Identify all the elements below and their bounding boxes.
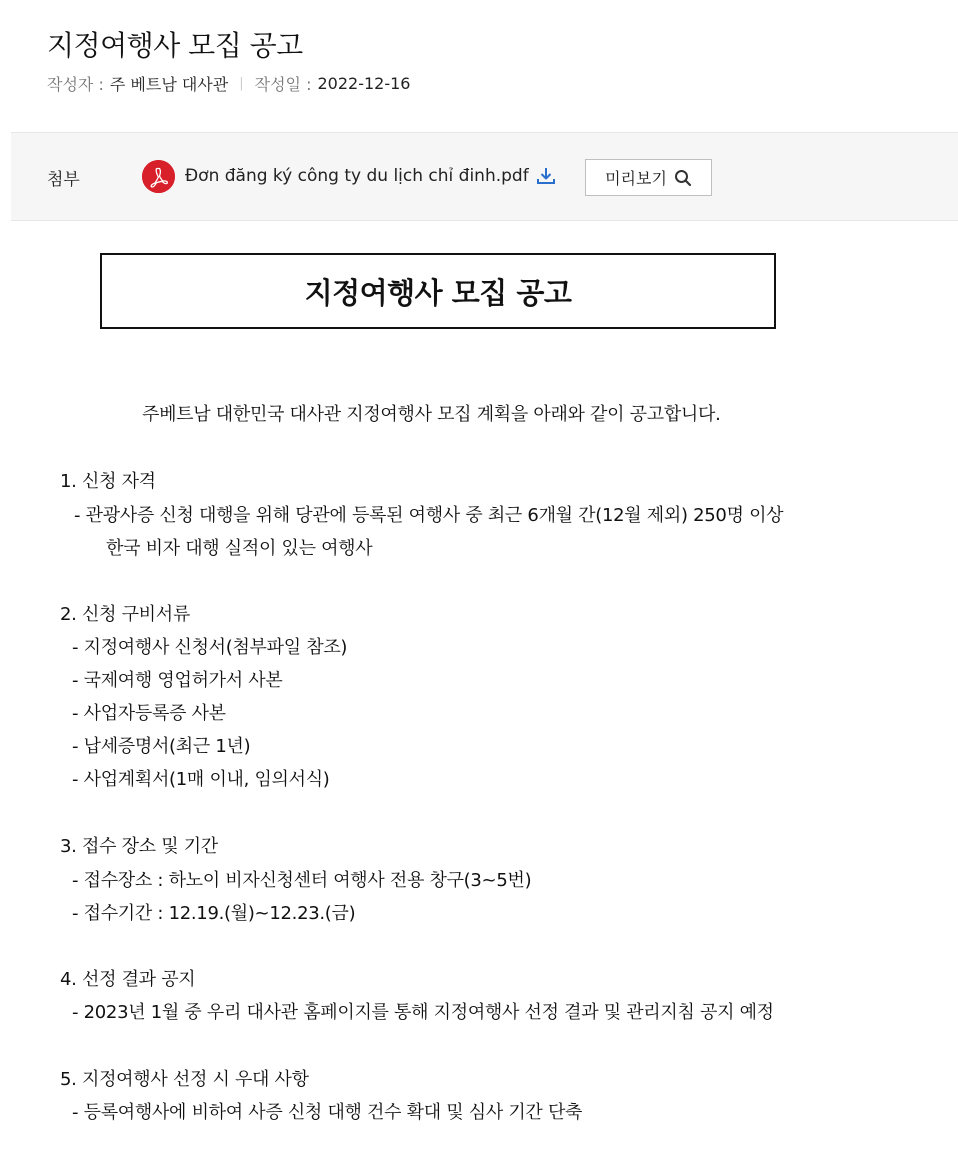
author-label: 작성자 : xyxy=(47,75,104,94)
preview-button[interactable] xyxy=(585,159,712,196)
list-item: - 접수기간 : 12.19.(월)~12.23.(금) xyxy=(72,903,356,924)
section-title: 1. 신청 자격 xyxy=(60,471,156,492)
list-item: - 2023년 1월 중 우리 대사관 홈페이지를 통해 지정여행사 선정 결과 및 관리지침 공지 예정 xyxy=(72,1002,774,1023)
list-item: - 접수장소 : 하노이 비자신청센터 여행사 전용 창구(3~5번) xyxy=(72,870,532,891)
list-item: - 납세증명서(최근 1년) xyxy=(72,736,251,757)
search-icon xyxy=(674,169,692,187)
date-value: 2022-12-16 xyxy=(317,74,411,93)
download-icon[interactable] xyxy=(535,165,557,187)
list-item: - 등록여행사에 비하여 사증 신청 대행 건수 확대 및 심사 기간 단축 xyxy=(72,1102,583,1123)
list-item: - 국제여행 영업허가서 사본 xyxy=(72,670,283,691)
list-item: - 사업계획서(1매 이내, 임의서식) xyxy=(72,769,330,790)
intro-text: 주베트남 대한민국 대사관 지정여행사 모집 계획을 아래와 같이 공고합니다. xyxy=(142,404,721,425)
page-title: 지정여행사 모집 공고 xyxy=(47,29,303,62)
author-value: 주 베트남 대사관 xyxy=(109,75,229,94)
section-line: 한국 비자 대행 실적이 있는 여행사 xyxy=(106,538,373,559)
list-item: - 사업자등록증 사본 xyxy=(72,703,226,724)
preview-button-label: 미리보기 xyxy=(605,169,667,188)
post-meta xyxy=(47,72,410,95)
list-item: - 지정여행사 신청서(첨부파일 참조) xyxy=(72,637,348,658)
attachment-bar xyxy=(11,132,958,221)
section-line: - 관광사증 신청 대행을 위해 당관에 등록된 여행사 중 최근 6개월 간(12월 제외) 250명 이상 xyxy=(74,505,784,526)
date-label: 작성일 : xyxy=(254,75,312,94)
section-title: 2. 신청 구비서류 xyxy=(60,604,190,625)
notice-heading-box: 지정여행사 모집 공고 xyxy=(100,253,776,329)
attachment-file-link[interactable]: Đơn đăng ký công ty du lịch chỉ đinh.pdf xyxy=(185,166,529,186)
section-title: 3. 접수 장소 및 기간 xyxy=(60,836,218,857)
section-title: 5. 지정여행사 선정 시 우대 사항 xyxy=(60,1069,309,1090)
pdf-icon xyxy=(142,160,175,193)
meta-divider: | xyxy=(239,76,244,91)
attachment-label: 첨부 xyxy=(47,170,80,190)
section-title: 4. 선정 결과 공지 xyxy=(60,969,196,990)
